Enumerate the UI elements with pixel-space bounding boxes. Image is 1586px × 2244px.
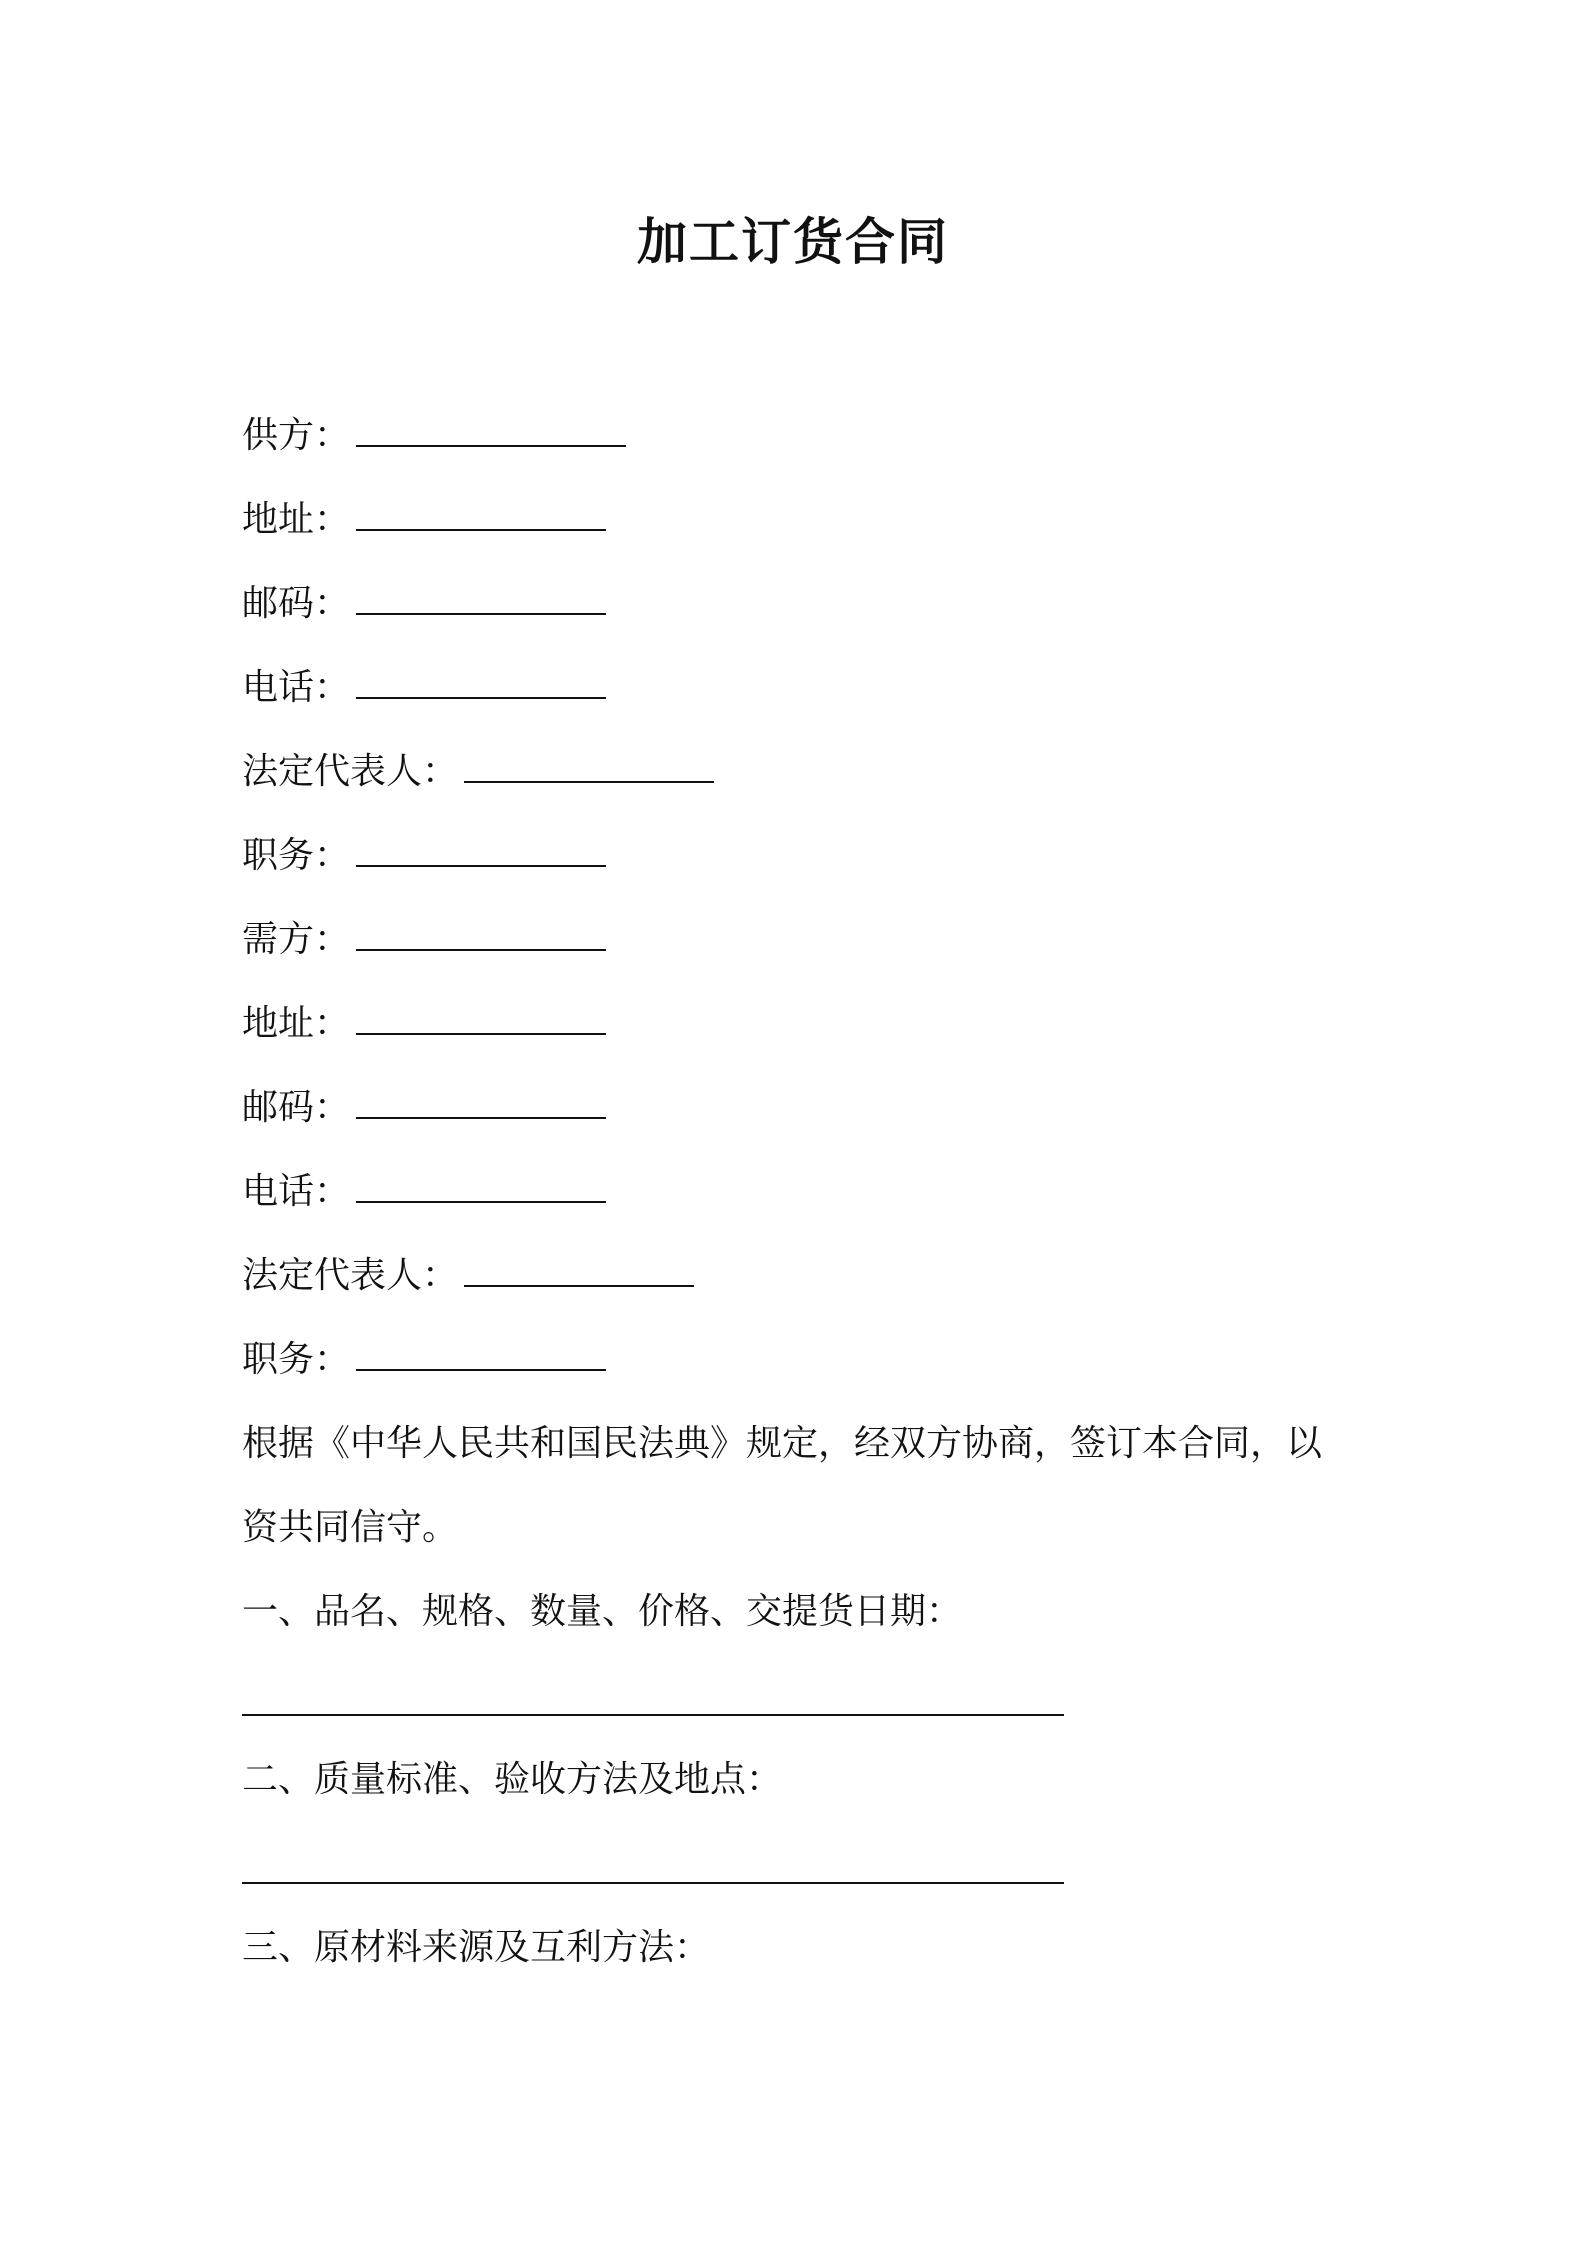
supplier-position-label: 职务： <box>242 835 351 876</box>
buyer-phone-blank[interactable] <box>356 1171 606 1203</box>
supplier-postcode-blank[interactable] <box>356 583 606 615</box>
section-2-heading: 二、质量标准、验收方法及地点： <box>242 1759 783 1800</box>
buyer-name-label: 需方： <box>242 919 351 960</box>
section-3-heading: 三、原材料来源及互利方法： <box>242 1927 711 1968</box>
supplier-name-row <box>242 412 626 460</box>
section-2-blank[interactable] <box>242 1882 1064 1884</box>
buyer-name-row <box>242 916 606 964</box>
supplier-postcode-row <box>242 580 606 628</box>
buyer-phone-row <box>242 1168 606 1216</box>
buyer-address-label: 地址： <box>242 1003 351 1044</box>
buyer-representative-label: 法定代表人： <box>242 1255 459 1296</box>
supplier-representative-row <box>242 748 714 796</box>
supplier-name-label: 供方： <box>242 415 351 456</box>
buyer-position-label: 职务： <box>242 1339 351 1380</box>
section-1-blank[interactable] <box>242 1714 1064 1716</box>
supplier-postcode-label: 邮码： <box>242 583 351 624</box>
section-1-heading: 一、品名、规格、数量、价格、交提货日期： <box>242 1591 963 1632</box>
buyer-representative-row <box>242 1252 694 1300</box>
buyer-representative-blank[interactable] <box>464 1255 694 1287</box>
buyer-postcode-blank[interactable] <box>356 1087 606 1119</box>
buyer-position-blank[interactable] <box>356 1339 606 1371</box>
supplier-phone-row <box>242 664 606 712</box>
supplier-representative-blank[interactable] <box>464 751 714 783</box>
supplier-address-label: 地址： <box>242 499 351 540</box>
supplier-address-row <box>242 496 606 544</box>
supplier-position-blank[interactable] <box>356 835 606 867</box>
buyer-address-blank[interactable] <box>356 1003 606 1035</box>
intro-paragraph-line-2: 资共同信守。 <box>242 1507 459 1548</box>
buyer-phone-label: 电话： <box>242 1171 351 1212</box>
supplier-position-row <box>242 832 606 880</box>
buyer-postcode-label: 邮码： <box>242 1087 351 1128</box>
supplier-representative-label: 法定代表人： <box>242 751 459 792</box>
intro-paragraph-line-1: 根据《中华人民共和国民法典》规定，经双方协商，签订本合同，以 <box>242 1423 1323 1464</box>
supplier-phone-label: 电话： <box>242 667 351 708</box>
buyer-position-row <box>242 1336 606 1384</box>
buyer-name-blank[interactable] <box>356 919 606 951</box>
supplier-phone-blank[interactable] <box>356 667 606 699</box>
buyer-postcode-row <box>242 1084 606 1132</box>
supplier-name-blank[interactable] <box>356 415 626 447</box>
supplier-address-blank[interactable] <box>356 499 606 531</box>
document-title: 加工订货合同 <box>637 213 949 271</box>
buyer-address-row <box>242 1000 606 1048</box>
